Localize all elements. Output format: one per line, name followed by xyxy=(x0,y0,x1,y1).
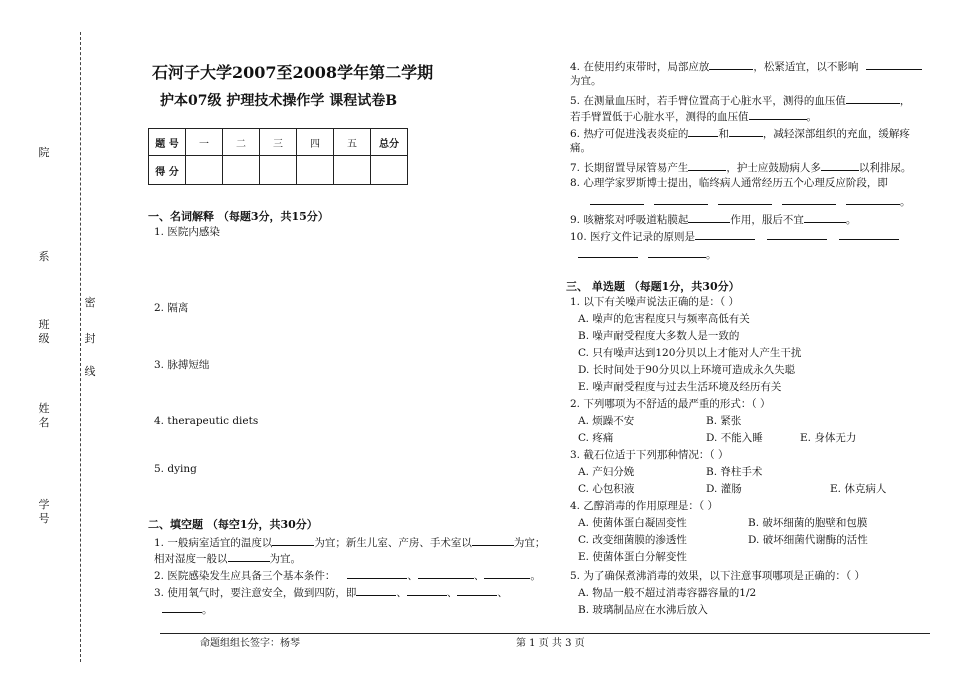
seal-label-mi: 密 xyxy=(84,296,96,309)
answer-blank[interactable] xyxy=(484,567,530,579)
answer-blank[interactable] xyxy=(472,534,514,546)
score-header-cell: 二 xyxy=(223,129,260,156)
score-cell[interactable] xyxy=(371,156,408,185)
mc-option[interactable]: A. 烦躁不安 xyxy=(578,415,635,427)
mc-option[interactable]: C. 改变细菌膜的渗透性 xyxy=(578,534,687,546)
section1-heading: 一、名词解释 （每题3分，共15分） xyxy=(148,210,329,223)
answer-blank[interactable] xyxy=(654,193,708,205)
answer-blank[interactable] xyxy=(228,550,270,562)
score-cell[interactable] xyxy=(223,156,260,185)
answer-blank[interactable] xyxy=(578,246,638,258)
footer-divider xyxy=(160,633,930,634)
fill-q5-line2: 若手臂置低于心脏水平，测得的血压值 。 xyxy=(570,108,817,124)
mc-option[interactable]: B. 紧张 xyxy=(706,415,742,427)
term-item: 5. dying xyxy=(154,463,197,475)
mc-question: 4. 乙醇消毒的作用原理是：（ ） xyxy=(570,500,718,512)
side-label-xuehao: 学号 xyxy=(38,498,50,525)
score-cell[interactable] xyxy=(334,156,371,185)
score-header-cell: 五 xyxy=(334,129,371,156)
side-label-xi: 系 xyxy=(38,250,50,263)
fill-q3-line2: 。 xyxy=(162,601,213,617)
binding-dashed-line xyxy=(80,32,81,662)
mc-option[interactable]: B. 噪声耐受程度大多数人是一致的 xyxy=(578,330,740,342)
fill-q2: 2. 医院感染发生应具备三个基本条件： 、 、 。 xyxy=(154,567,541,583)
mc-option[interactable]: B. 脊柱手术 xyxy=(706,466,763,478)
mc-option[interactable]: A. 产妇分娩 xyxy=(578,466,635,478)
fill-q10-line1: 10. 医疗文件记录的原则是 xyxy=(570,228,899,244)
answer-blank[interactable] xyxy=(866,58,922,70)
term-item: 2. 隔离 xyxy=(154,302,189,314)
answer-blank[interactable] xyxy=(590,193,644,205)
side-label-xingming: 姓名 xyxy=(38,402,50,429)
fill-q8-line2: 。 xyxy=(590,193,911,209)
mc-option[interactable]: E. 使菌体蛋白分解变性 xyxy=(578,551,687,563)
term-item: 4. therapeutic diets xyxy=(154,415,259,427)
answer-blank[interactable] xyxy=(846,193,900,205)
answer-blank[interactable] xyxy=(272,534,314,546)
answer-blank[interactable] xyxy=(718,193,772,205)
mc-option[interactable]: C. 疼痛 xyxy=(578,432,614,444)
score-header-cell: 题 号 xyxy=(149,129,186,156)
fill-q8-line1: 8. 心理学家罗斯博士提出，临终病人通常经历五个心理反应阶段，即 xyxy=(570,177,888,189)
answer-blank[interactable] xyxy=(767,228,827,240)
fill-q7: 7. 长期留置导尿管易产生 ，护士应鼓励病人多 以利排尿。 xyxy=(570,159,911,175)
score-header-cell: 四 xyxy=(297,129,334,156)
mc-option[interactable]: E. 休克病人 xyxy=(830,483,887,495)
answer-blank[interactable] xyxy=(347,567,407,579)
answer-blank[interactable] xyxy=(839,228,899,240)
score-table-header-row xyxy=(149,129,408,156)
fill-q3-line1: 3. 使用氧气时，要注意安全，做到四防，即 、 、 、 xyxy=(154,584,508,600)
mc-option[interactable]: A. 使菌体蛋白凝固变性 xyxy=(578,517,687,529)
fill-q4-line2: 为宜。 xyxy=(570,75,602,87)
answer-blank[interactable] xyxy=(804,211,846,223)
footer-signer: 命题组组长签字：杨琴 xyxy=(200,638,300,649)
score-table xyxy=(148,128,408,185)
mc-option[interactable]: D. 灌肠 xyxy=(706,483,742,495)
side-label-banji: 班级 xyxy=(38,318,50,345)
score-table-score-row xyxy=(149,156,408,185)
score-header-cell: 三 xyxy=(260,129,297,156)
mc-option[interactable]: D. 破坏细菌代谢酶的活性 xyxy=(748,534,868,546)
score-cell[interactable] xyxy=(260,156,297,185)
section3-heading: 三、 单选题 （每题1分，共30分） xyxy=(566,280,740,293)
section2-heading: 二、填空题 （每空1分，共30分） xyxy=(148,518,318,531)
score-header-cell: 总分 xyxy=(371,129,408,156)
score-row-label: 得 分 xyxy=(149,156,186,185)
mc-option[interactable]: D. 长时间处于90分贝以上环境可造成永久失聪 xyxy=(578,364,796,376)
answer-blank[interactable] xyxy=(457,584,497,596)
mc-option[interactable]: A. 噪声的危害程度只与频率高低有关 xyxy=(578,313,750,325)
answer-blank[interactable] xyxy=(688,211,730,223)
mc-question: 1. 以下有关噪声说法正确的是：（ ） xyxy=(570,296,739,308)
mc-option[interactable]: E. 噪声耐受程度与过去生活环境及经历有关 xyxy=(578,381,782,393)
answer-blank[interactable] xyxy=(648,246,706,258)
footer-page-number: 第 1 页 共 3 页 xyxy=(516,638,585,649)
mc-question: 3. 截石位适于下列那种情况：（ ） xyxy=(570,449,729,461)
fill-q6-line2: 痛。 xyxy=(570,142,591,154)
answer-blank[interactable] xyxy=(418,567,474,579)
answer-blank[interactable] xyxy=(729,125,763,137)
answer-blank[interactable] xyxy=(709,58,753,70)
answer-blank[interactable] xyxy=(356,584,396,596)
answer-blank[interactable] xyxy=(407,584,447,596)
fill-q5-line1: 5. 在测量血压时，若手臂位置高于心脏水平，测得的血压值 ， xyxy=(570,92,910,108)
mc-question: 2. 下列哪项为不舒适的最严重的形式：（ ） xyxy=(570,398,771,410)
mc-option[interactable]: D. 不能入睡 xyxy=(706,432,763,444)
answer-blank[interactable] xyxy=(846,92,900,104)
seal-label-feng: 封 xyxy=(84,332,96,345)
mc-question: 5. 为了确保煮沸消毒的效果，以下注意事项哪项是正确的：（ ） xyxy=(570,570,865,582)
score-header-cell: 一 xyxy=(186,129,223,156)
mc-option[interactable]: E. 身体无力 xyxy=(800,432,857,444)
score-cell[interactable] xyxy=(186,156,223,185)
mc-option[interactable]: C. 只有噪声达到120分贝以上才能对人产生干扰 xyxy=(578,347,802,359)
fill-q6-line1: 6. 热疗可促进浅表炎症的 和 ，减轻深部组织的充血，缓解疼 xyxy=(570,125,910,141)
answer-blank[interactable] xyxy=(688,125,718,137)
fill-q1-line2: 相对湿度一般以 为宜。 xyxy=(154,550,301,566)
exam-title: 石河子大学2007至2008学年第二学期 xyxy=(152,63,434,82)
mc-option[interactable]: B. 玻璃制品应在水沸后放入 xyxy=(578,604,708,616)
answer-blank[interactable] xyxy=(162,601,202,613)
seal-label-xian: 线 xyxy=(84,365,96,378)
fill-q10-line2: 。 xyxy=(578,246,717,262)
exam-subtitle: 护本07级 护理技术操作学 课程试卷B xyxy=(160,93,398,109)
term-item: 1. 医院内感染 xyxy=(154,226,220,238)
answer-blank[interactable] xyxy=(749,108,807,120)
side-label-yuan: 院 xyxy=(38,146,50,159)
mc-option[interactable]: A. 物品一般不超过消毒容器容量的1/2 xyxy=(578,587,757,599)
answer-blank[interactable] xyxy=(688,159,726,171)
answer-blank[interactable] xyxy=(821,159,859,171)
answer-blank[interactable] xyxy=(695,228,755,240)
mc-option[interactable]: C. 心包积液 xyxy=(578,483,635,495)
fill-q4-line1: 4. 在使用约束带时，局部应放 ，松紧适宜，以不影响 xyxy=(570,58,922,74)
answer-blank[interactable] xyxy=(782,193,836,205)
term-item: 3. 脉搏短绌 xyxy=(154,359,210,371)
mc-option[interactable]: B. 破坏细菌的胞壁和包膜 xyxy=(748,517,868,529)
score-cell[interactable] xyxy=(297,156,334,185)
fill-q9: 9. 咳糖浆对呼吸道粘膜起 作用，服后不宜 。 xyxy=(570,211,856,227)
fill-q1-line1: 1. 一般病室适宜的温度以 为宜；新生儿室、产房、手术室以 为宜； xyxy=(154,534,545,550)
